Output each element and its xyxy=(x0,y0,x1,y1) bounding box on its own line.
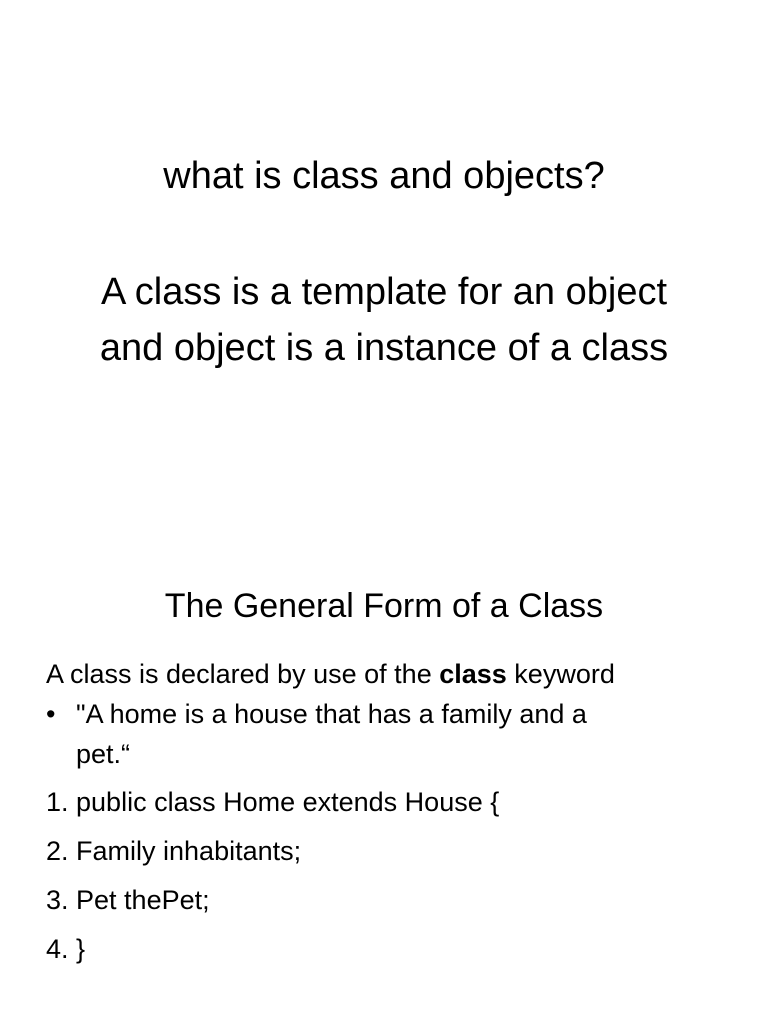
bullet-text-line: pet.“ xyxy=(76,739,131,769)
bullet-text-line: "A home is a house that has a family and a xyxy=(76,699,587,729)
code-line: 1. public class Home extends House { xyxy=(46,787,500,817)
slide-general-form xyxy=(0,512,768,1024)
code-line: 2. Family inhabitants; xyxy=(46,836,302,866)
intro-text-after: keyword xyxy=(506,659,615,689)
intro-text-before: A class is declared by use of the xyxy=(46,659,440,689)
class-keyword: class xyxy=(439,659,507,689)
subtitle-line: and object is a instance of a class xyxy=(99,327,669,369)
slide-title: what is class and objects? xyxy=(163,155,605,197)
code-line: 4. } xyxy=(46,934,86,964)
subtitle-line: A class is a template for an object xyxy=(100,271,668,313)
slide-subtitle xyxy=(0,264,768,376)
slide-body xyxy=(46,654,726,978)
bullet-icon: • xyxy=(46,699,56,729)
intro-paragraph xyxy=(46,654,726,694)
code-line: 3. Pet thePet; xyxy=(46,885,210,915)
bullet-item xyxy=(46,694,726,774)
slide-title: The General Form of a Class xyxy=(164,587,604,625)
